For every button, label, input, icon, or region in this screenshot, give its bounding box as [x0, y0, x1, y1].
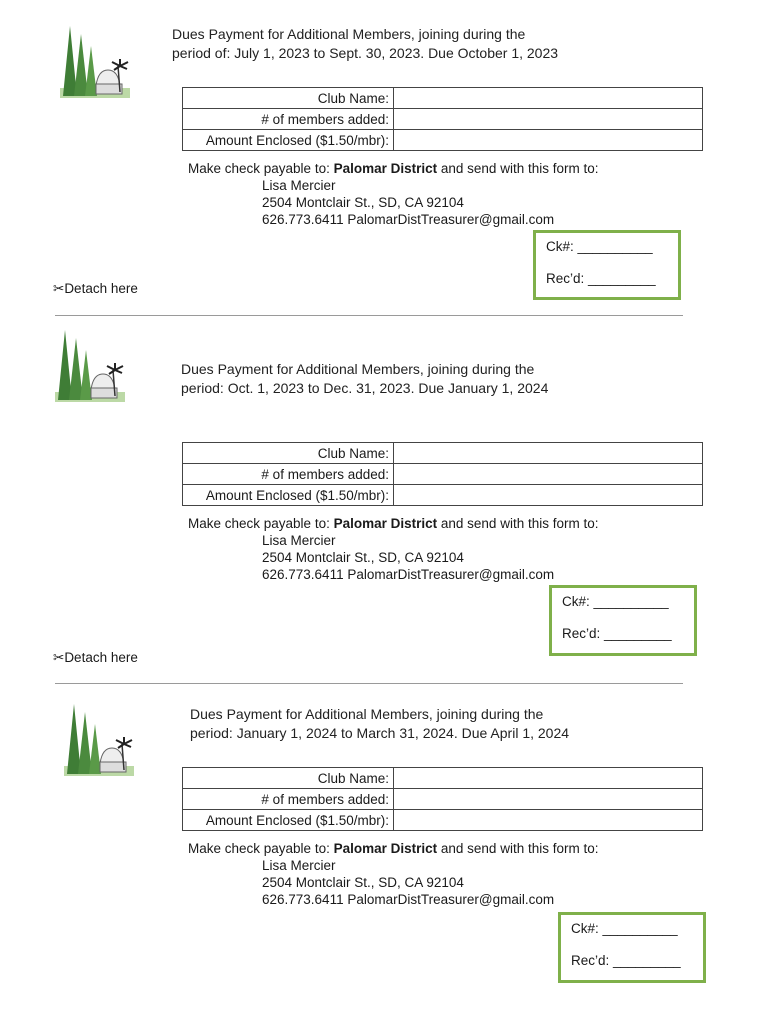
section-title	[172, 25, 558, 63]
payee-name: Palomar District	[333, 161, 438, 176]
check-number-label: Ck#: __________	[571, 921, 678, 936]
treasurer-contact: 626.773.6411 PalomarDistTreasurer@gmail.com	[262, 212, 555, 227]
detach-marker	[53, 650, 138, 666]
scissors-icon: ✂	[53, 650, 65, 665]
club-name-field[interactable]	[394, 443, 703, 464]
treasurer-name: Lisa Mercier	[262, 178, 336, 193]
section-title	[181, 360, 548, 398]
detach-label: Detach here	[64, 650, 138, 665]
section-title	[190, 705, 569, 743]
instr-prefix: Make check payable to:	[188, 841, 334, 856]
check-number-label: Ck#: __________	[562, 594, 669, 609]
treasurer-name: Lisa Mercier	[262, 533, 336, 548]
observatory-logo	[55, 330, 125, 402]
club-name-label: Club Name:	[183, 443, 394, 464]
amount-enclosed-label: Amount Enclosed ($1.50/mbr):	[183, 130, 394, 151]
members-added-field[interactable]	[394, 109, 703, 130]
title-line-2: period: January 1, 2024 to March 31, 2024. Due April 1, 2024	[190, 725, 570, 741]
title-line-1: Dues Payment for Additional Members, joining during the	[190, 706, 544, 722]
instr-suffix: and send with this form to:	[437, 161, 599, 176]
office-use-box	[558, 912, 706, 983]
members-added-label: # of members added:	[183, 109, 394, 130]
instr-suffix: and send with this form to:	[437, 516, 599, 531]
amount-enclosed-field[interactable]	[394, 485, 703, 506]
check-number-label: Ck#: __________	[546, 239, 653, 254]
payment-instructions	[188, 515, 598, 583]
amount-enclosed-field[interactable]	[394, 130, 703, 151]
received-label: Rec’d: _________	[562, 626, 672, 641]
received-label: Rec’d: _________	[571, 953, 681, 968]
dues-form-table	[182, 87, 703, 151]
instr-prefix: Make check payable to:	[188, 516, 334, 531]
observatory-logo	[60, 26, 130, 98]
instr-suffix: and send with this form to:	[437, 841, 599, 856]
title-line-1: Dues Payment for Additional Members, joining during the	[181, 361, 535, 377]
scissors-icon: ✂	[53, 281, 65, 296]
treasurer-address: 2504 Montclair St., SD, CA 92104	[262, 550, 464, 565]
office-use-box	[533, 230, 681, 300]
treasurer-address: 2504 Montclair St., SD, CA 92104	[262, 875, 464, 890]
title-line-2: period: Oct. 1, 2023 to Dec. 31, 2023. Due January 1, 2024	[181, 380, 549, 396]
members-added-field[interactable]	[394, 464, 703, 485]
received-label: Rec’d: _________	[546, 271, 656, 286]
detach-label: Detach here	[64, 281, 138, 296]
payment-instructions	[188, 160, 598, 228]
treasurer-contact: 626.773.6411 PalomarDistTreasurer@gmail.com	[262, 567, 555, 582]
treasurer-address: 2504 Montclair St., SD, CA 92104	[262, 195, 464, 210]
title-line-2: period of: July 1, 2023 to Sept. 30, 2023. Due October 1, 2023	[172, 45, 559, 61]
club-name-label: Club Name:	[183, 768, 394, 789]
club-name-field[interactable]	[394, 768, 703, 789]
club-name-field[interactable]	[394, 88, 703, 109]
observatory-logo	[64, 704, 134, 776]
dues-form-table	[182, 442, 703, 506]
amount-enclosed-label: Amount Enclosed ($1.50/mbr):	[183, 485, 394, 506]
amount-enclosed-label: Amount Enclosed ($1.50/mbr):	[183, 810, 394, 831]
dues-form-table	[182, 767, 703, 831]
treasurer-contact: 626.773.6411 PalomarDistTreasurer@gmail.com	[262, 892, 555, 907]
title-line-1: Dues Payment for Additional Members, joining during the	[172, 26, 526, 42]
payment-instructions	[188, 840, 598, 908]
instr-prefix: Make check payable to:	[188, 161, 334, 176]
payee-name: Palomar District	[333, 516, 438, 531]
cut-line	[55, 683, 683, 684]
members-added-label: # of members added:	[183, 464, 394, 485]
amount-enclosed-field[interactable]	[394, 810, 703, 831]
members-added-label: # of members added:	[183, 789, 394, 810]
club-name-label: Club Name:	[183, 88, 394, 109]
members-added-field[interactable]	[394, 789, 703, 810]
cut-line	[55, 315, 683, 316]
treasurer-name: Lisa Mercier	[262, 858, 336, 873]
detach-marker	[53, 281, 138, 297]
payee-name: Palomar District	[333, 841, 438, 856]
office-use-box	[549, 585, 697, 656]
